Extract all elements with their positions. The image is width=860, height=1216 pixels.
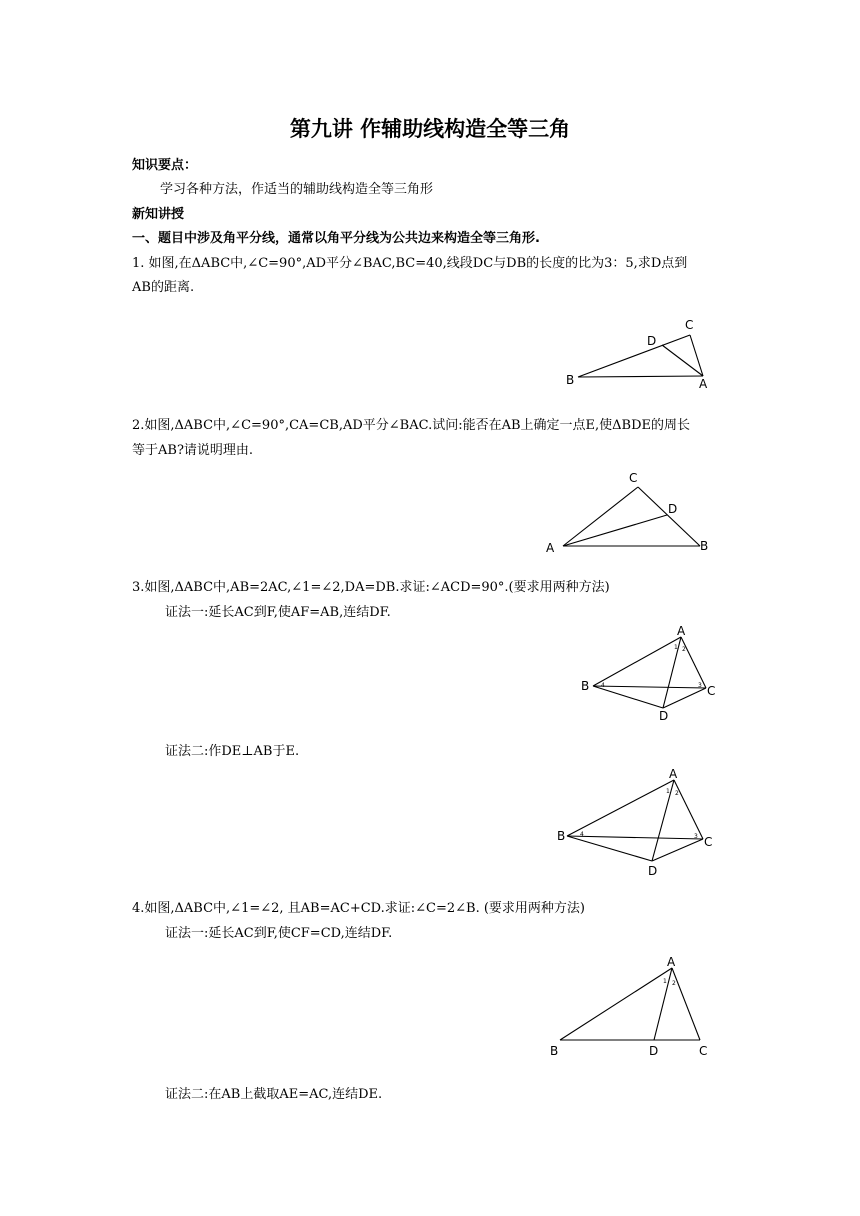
fig5-angle-1: 1 xyxy=(663,978,667,985)
fig2-label-C: C xyxy=(629,471,638,485)
fig4-label-C: C xyxy=(704,835,713,849)
problem3-method2: 证法二:作DE⊥AB于E. xyxy=(165,744,300,759)
fig3-angle-1: 1 xyxy=(674,644,678,651)
fig1-label-A: A xyxy=(699,377,708,391)
problem2-line1: 2.如图,ΔABC中,∠C=90°,CA=CB,AD平分∠BAC.试问:能否在AB上确定一点E,使ΔBDE的周长 xyxy=(132,418,691,433)
fig3-angle-2: 2 xyxy=(682,646,686,653)
page-title: 第九讲 作辅助线构造全等三角 xyxy=(289,117,571,141)
fig5-label-C: C xyxy=(699,1044,708,1058)
fig1-label-B: B xyxy=(566,373,575,387)
problem1-line2: AB的距离. xyxy=(132,280,195,295)
fig3-label-A: A xyxy=(677,624,686,638)
fig4-angle-4: 4 xyxy=(580,831,584,838)
fig3-label-D: D xyxy=(659,709,669,723)
fig4-label-A: A xyxy=(669,767,678,781)
part1-heading: 一、题目中涉及角平分线，通常以角平分线为公共边来构造全等三角形. xyxy=(132,231,540,246)
problem3-method1: 证法一:延长AC到F,使AF=AB,连结DF. xyxy=(165,605,391,620)
problem4-line1: 4.如图,ΔABC中,∠1=∠2, 且AB=AC+CD.求证:∠C=2∠B. (要求用两种方法) xyxy=(132,901,586,916)
fig1-label-D: D xyxy=(647,334,657,348)
problem3-line1: 3.如图,ΔABC中,AB=2AC,∠1=∠2,DA=DB.求证:∠ACD=90°.(要求用两种方法) xyxy=(132,580,610,595)
fig4-angle-2: 2 xyxy=(675,790,679,797)
fig3-angle-3: 3 xyxy=(698,682,702,689)
fig4-angle-1: 1 xyxy=(666,788,670,795)
knowledge-text: 学习各种方法，作适当的辅助线构造全等三角形 xyxy=(160,182,434,197)
problem4-method2: 证法二:在AB上截取AE=AC,连结DE. xyxy=(165,1087,383,1102)
fig3-label-C: C xyxy=(707,684,716,698)
fig3-angle-4: 4 xyxy=(601,682,605,689)
fig5-label-D: D xyxy=(649,1044,659,1058)
fig5-label-B: B xyxy=(550,1044,559,1058)
fig1-label-C: C xyxy=(685,318,694,332)
fig4-label-D: D xyxy=(648,864,658,878)
fig2-label-B: B xyxy=(700,539,709,553)
fig2-label-A: A xyxy=(546,541,555,555)
problem1-line1: 1. 如图,在ΔABC中,∠C=90°,AD平分∠BAC,BC=40,线段DC与DB的长度的比为3：5,求D点到 xyxy=(132,256,688,271)
fig5-angle-2: 2 xyxy=(672,980,676,987)
fig5-label-A: A xyxy=(667,955,676,969)
fig3-label-B: B xyxy=(581,679,590,693)
problem2-line2: 等于AB?请说明理由. xyxy=(132,443,254,458)
fig4-angle-3: 3 xyxy=(694,833,698,840)
new-lesson-heading: 新知讲授 xyxy=(132,207,185,222)
knowledge-heading: 知识要点： xyxy=(132,158,198,173)
problem4-method1: 证法一:延长AC到F,使CF=CD,连结DF. xyxy=(165,926,393,941)
fig4-label-B: B xyxy=(557,829,566,843)
fig2-label-D: D xyxy=(668,502,678,516)
